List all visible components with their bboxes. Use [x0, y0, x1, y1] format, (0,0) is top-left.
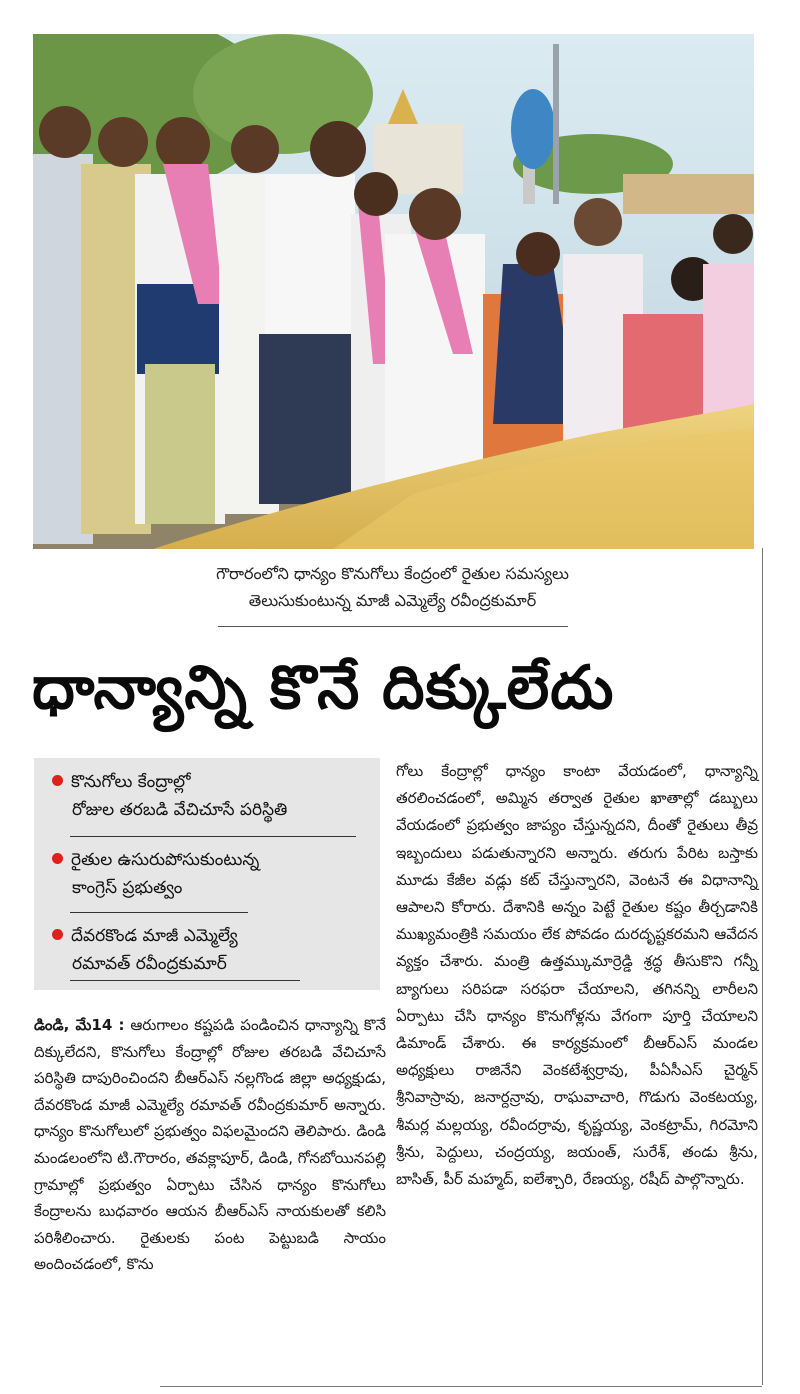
- highlight-item: [52, 922, 238, 978]
- bottom-divider: [160, 1386, 762, 1387]
- highlight-line: కొనుగోలు కేంద్రాల్లో: [71, 772, 191, 792]
- news-photo: [33, 34, 754, 549]
- highlights-box: [34, 758, 380, 990]
- highlight-line: రమావత్ రవీంద్రకుమార్: [72, 954, 227, 974]
- article-text-right: గోలు కేంద్రాల్లో ధాన్యం కాంటా వేయడంలో, ధాన్యాన్ని తరలించడంలో, అమ్మిన తర్వాత రైతుల ఖాతాల్లో డబ్బులు వేయడంలో ప్రభుత్వం జాప్యం చేస్తున్నదని, దీంతో రైతులు తీవ్ర ఇబ్బందులు పడుతున్నారని అన్నారు. తరుగు పేరిట బస్తాకు మూడు కేజీల వడ్లు కట్ చేస్తున్నారని, వెంటనే ఈ విధానాన్ని ఆపాలని కోరారు. దేశానికి అన్నం పెట్టే రైతుల కష్టం తీర్చడానికి ముఖ్యమంత్రికి సమయం లేక పోవడం దురదృష్టకరమని ఆవేదన వ్యక్తం చేశారు. మంత్రి ఉత్తమ్కుమార్రెడ్డి శ్రద్ధ తీసుకొని గన్నీ బ్యాగులు సరిపడా సరఫరా చేయాలని, తగినన్ని లారీలని ఏర్పాటు చేసి ధాన్యం కొనుగోళ్లను వేగంగా పూర్తి చేయాలని డిమాండ్ చేశారు. ఈ కార్యక్రమంలో బీఆర్ఎస్ మండల అధ్యక్షులు రాజినేని వెంకటేశ్వర్రావు, పీఏసీఎస్ చైర్మన్ శ్రీనివాస్రావు, జనార్దన్రావు, రాఘవాచారి, గొడుగు వెంకటయ్య, శీమర్ల మల్లయ్య, రవీందర్రావు, కృష్ణయ్య, వెంకట్రామ్, గిరమోని శ్రీను, పెద్దులు, చంద్రయ్య, జయంత్, సురేశ్, తండు శ్రీను, బాసిత్, పీర్ మహ్మద్, ఐలేశ్చారి, రేణయ్య, రషీద్ పాల్గొన్నారు.: [396, 762, 758, 1189]
- caption-divider: [218, 626, 568, 627]
- bullet-icon: [52, 929, 63, 940]
- article-column-left: [34, 1012, 386, 1278]
- bullet-icon: [52, 775, 63, 786]
- highlight-underline: [70, 836, 356, 837]
- dateline: డిండి, మే14 :: [34, 1016, 125, 1034]
- highlight-line: రైతుల ఉసురుపోసుకుంటున్న: [71, 850, 260, 870]
- headline: ధాన్యాన్ని కొనే దిక్కులేదు: [32, 653, 615, 723]
- article-text-left: ఆరుగాలం కష్టపడి పండించిన ధాన్యాన్ని కొనే దిక్కులేదని, కొనుగోలు కేంద్రాల్లో రోజుల తరబడి వేచిచూసే పరిస్థితి దాపురించిందని బీఆర్ఎస్ నల్లగొండ జిల్లా అధ్యక్షుడు, దేవరకొండ మాజీ ఎమ్మెల్యే రమావత్ రవీంద్రకుమార్ అన్నారు. ధాన్యం కొనుగోలులో ప్రభుత్వం విఫలమైందని తెలిపారు. డిండి మండలంలోని టి.గౌరారం, తవక్లాపూర్, డిండి, గోనబోయినపల్లి గ్రామాల్లో ప్రభుత్వం ఏర్పాటు చేసిన ధాన్యం కొనుగోలు కేంద్రాలను బుధవారం ఆయన బీఆర్ఎస్ నాయకులతో కలిసి పరిశీలించారు. రైతులకు పంట పెట్టుబడి సాయం అందించడంలో, కొను: [34, 1016, 386, 1274]
- highlight-item: [52, 768, 287, 824]
- highlight-line: దేవరకొండ మాజీ ఎమ్మెల్యే: [71, 926, 238, 946]
- highlight-line: రోజుల తరబడి వేచిచూసే పరిస్థితి: [72, 800, 288, 820]
- highlight-underline: [70, 912, 248, 913]
- bullet-icon: [52, 853, 63, 864]
- column-divider: [762, 548, 763, 1385]
- highlight-item: [52, 846, 259, 902]
- photo-caption: [120, 560, 665, 614]
- highlight-underline: [70, 980, 300, 981]
- caption-line-1: గౌరారంలోని ధాన్యం కొనుగోలు కేంద్రంలో రైతుల సమస్యలు: [216, 564, 569, 583]
- farmers-grain-heap-photo-icon: [33, 34, 754, 549]
- caption-line-2: తెలుసుకుంటున్న మాజీ ఎమ్మెల్యే రవీంద్రకుమార్: [248, 591, 537, 610]
- highlight-line: కాంగ్రెస్ ప్రభుత్వం: [72, 878, 183, 898]
- article-column-right: [396, 758, 758, 1193]
